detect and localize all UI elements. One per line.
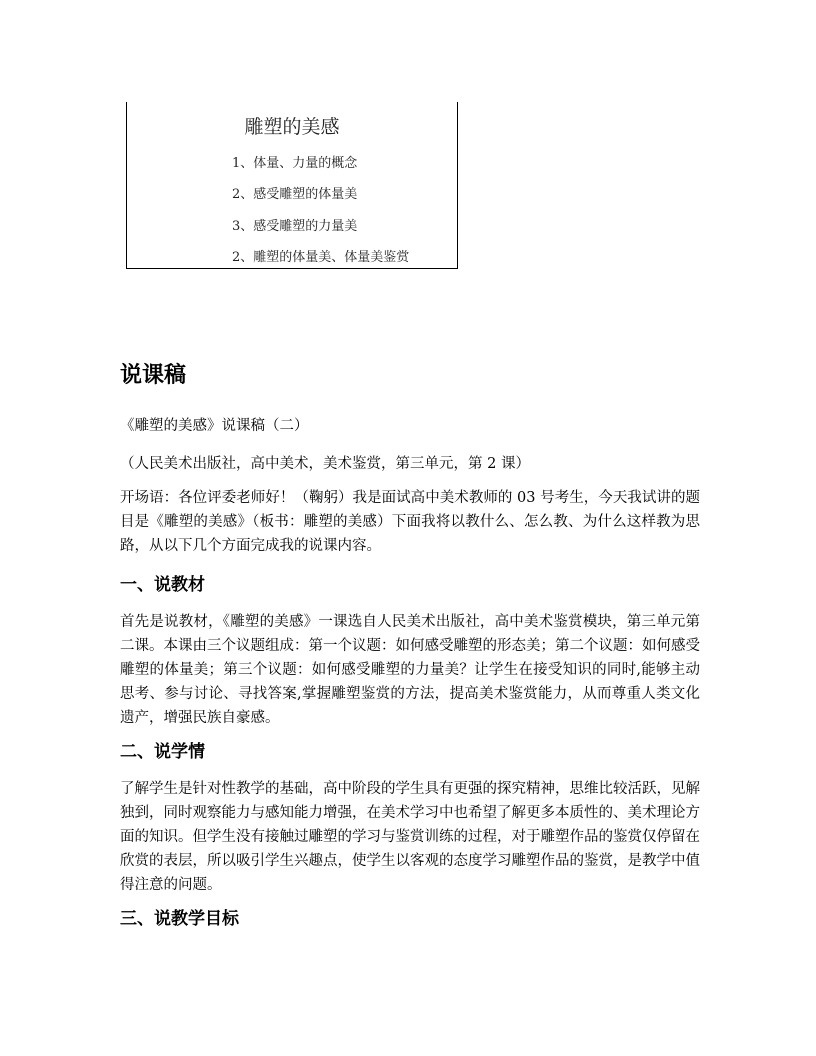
board-item: 1、体量、力量的概念: [232, 156, 358, 171]
board-item: 2、感受雕塑的体量美: [232, 187, 358, 202]
opening-paragraph: 开场语：各位评委老师好！（鞠躬）我是面试高中美术教师的 03 号考生，今天我试讲的题目是《雕塑的美感》（板书：雕塑的美感）下面我将以教什么、怎么教、为什么这样教为思路，从以下几个方面完成我的说课内容。: [120, 490, 700, 554]
section-heading-students: 二、说学情: [120, 742, 205, 762]
section-heading-objectives: 三、说教学目标: [120, 909, 239, 929]
section-heading-textbook: 一、说教材: [120, 575, 205, 595]
blackboard-design-box: [126, 102, 458, 269]
board-item: 2、雕塑的体量美、体量美鉴赏: [232, 250, 410, 265]
lesson-source: （人民美术出版社，高中美术，美术鉴赏，第三单元，第 2 课）: [120, 456, 530, 472]
document-title: 说课稿: [120, 363, 187, 388]
lesson-subtitle: 《雕塑的美感》说课稿（二）: [120, 418, 309, 434]
section-body-students: 了解学生是针对性教学的基础，高中阶段的学生具有更强的探究精神，思维比较活跃，见解独到，同时观察能力与感知能力增强，在美术学习中也希望了解更多本质性的、美术理论方面的知识。但学生没有接触过雕塑的学习与鉴赏训练的过程，对于雕塑作品的鉴赏仅停留在欣赏的表层，所以吸引学生兴趣点，使学生以客观的态度学习雕塑作品的鉴赏，是教学中值得注意的问题。: [120, 781, 700, 893]
board-item: 3、感受雕塑的力量美: [232, 219, 358, 234]
board-title: 雕塑的美感: [244, 116, 340, 138]
section-body-textbook: 首先是说教材，《雕塑的美感》一课选自人民美术出版社，高中美术鉴赏模块，第三单元第二课。本课由三个议题组成：第一个议题：如何感受雕塑的形态美；第二个议题：如何感受雕塑的体量美；第三个议题：如何感受雕塑的力量美？让学生在接受知识的同时,能够主动思考、参与讨论、寻找答案,掌握雕塑鉴赏的方法，提高美术鉴赏能力，从而尊重人类文化遗产，增强民族自豪感。: [120, 614, 700, 726]
